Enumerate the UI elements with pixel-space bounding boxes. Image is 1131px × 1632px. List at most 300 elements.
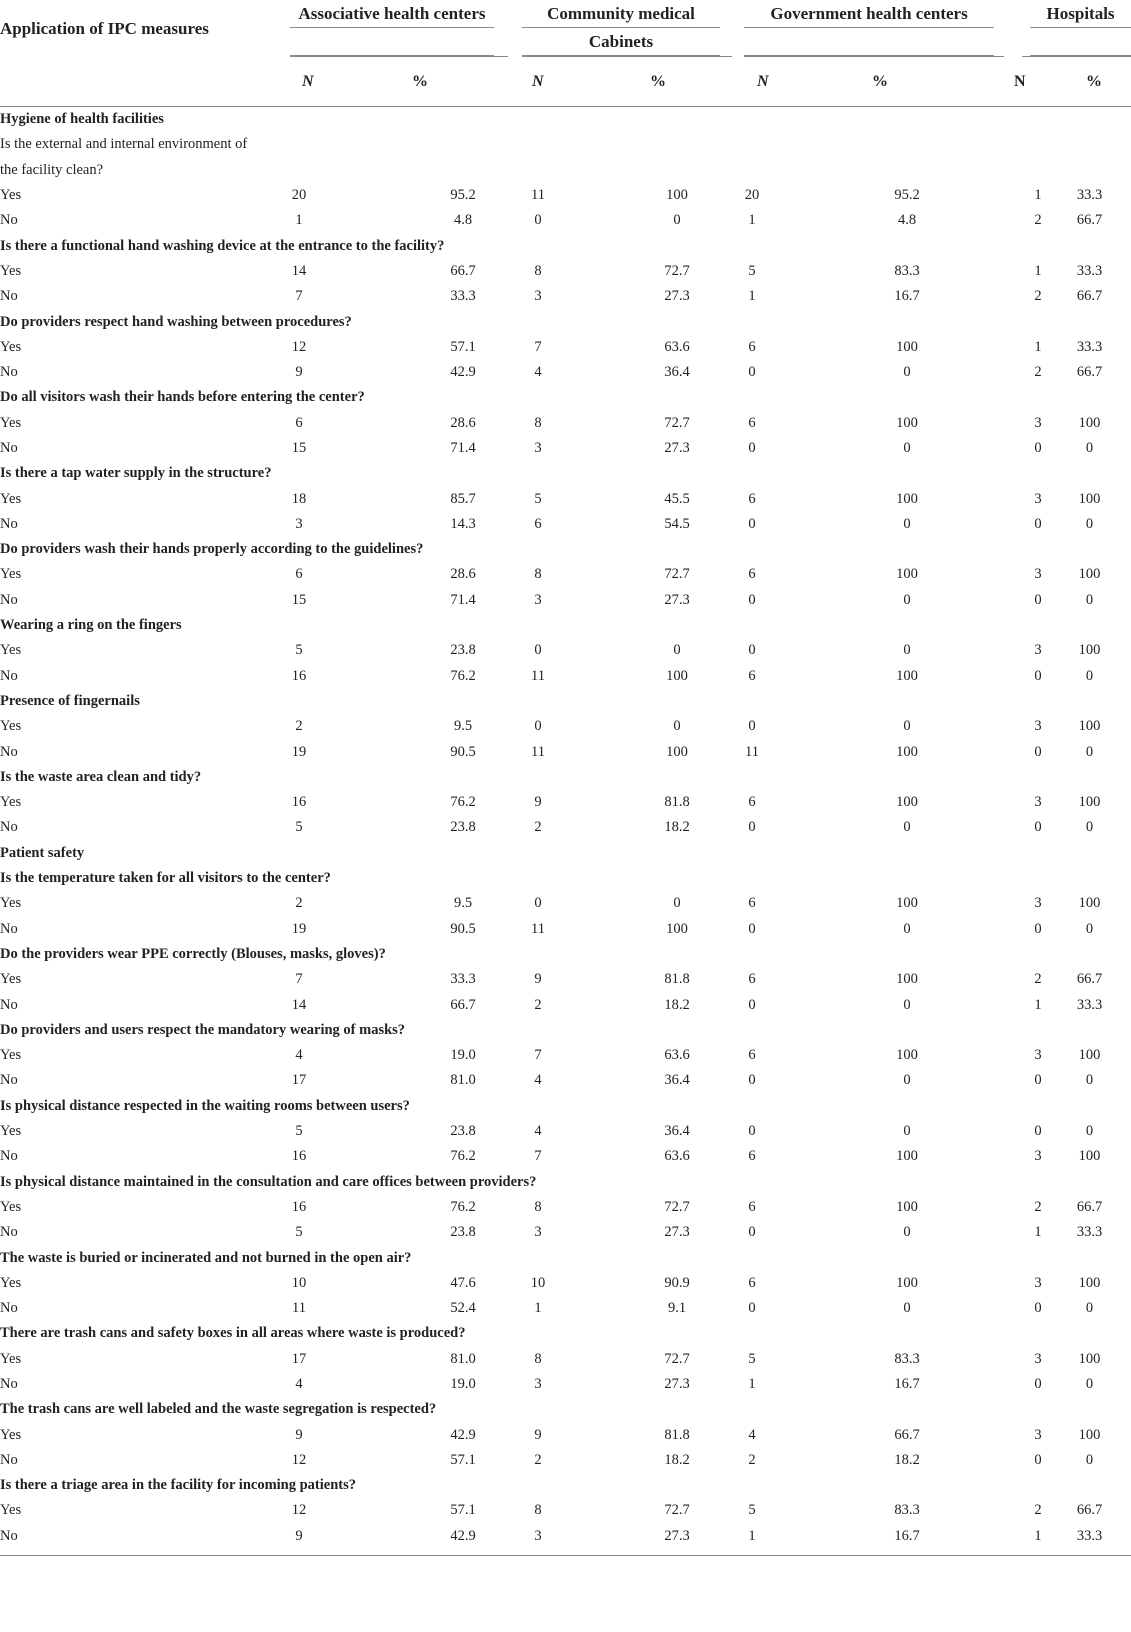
cell-value: 1 [748,288,756,305]
cell-percent [412,992,522,1017]
subheader-n: N [1014,57,1076,107]
cell-percent [1076,1372,1131,1397]
cell-value: 83.3 [894,262,920,279]
response-label: No [0,1375,18,1392]
cell-value: 1 [295,212,303,229]
cell-percent [412,1271,522,1296]
cell-percent [412,714,522,739]
cell-value: 2 [1034,1198,1042,1215]
cell-percent [624,284,744,309]
cell-n [522,411,624,436]
response-label: No [0,920,18,937]
cell-value: 7 [295,971,303,988]
cell-value: 100 [896,1274,918,1291]
cell-n [1014,259,1076,284]
table-row [0,790,1131,815]
cell-percent [844,815,1014,840]
cell-percent [1076,360,1131,385]
cell-n [290,411,412,436]
cell-n [1014,436,1076,461]
cell-n [522,1220,624,1245]
cell-n [744,1195,844,1220]
cell-value: 0 [1085,920,1094,937]
cell-value: 18.2 [664,1451,690,1468]
cell-value: 16 [291,1198,307,1215]
table-row [0,1220,1131,1245]
cell-value: 0 [1034,515,1042,532]
cell-percent [412,1195,522,1220]
cell-n [522,1271,624,1296]
cell-n [522,360,624,385]
cell-percent [1076,1195,1131,1220]
cell-percent [844,588,1014,613]
cell-n [744,714,844,739]
cell-value: 9 [295,1527,303,1544]
cell-value: 0 [748,920,756,937]
cell-percent [844,335,1014,360]
cell-value: 3 [534,591,542,608]
cell-percent [412,1448,522,1473]
cell-value: 57.1 [450,1451,476,1468]
cell-n [290,967,412,992]
question-heading: Do the providers wear PPE correctly (Blouses, masks, gloves)? [0,945,386,962]
cell-value: 20 [744,187,760,204]
cell-value: 100 [1078,566,1101,583]
cell-n [290,739,412,764]
cell-value: 6 [748,338,756,355]
cell-n [744,815,844,840]
cell-value: 5 [295,642,303,659]
cell-n [522,562,624,587]
cell-percent [1076,1498,1131,1523]
question-row [0,613,1131,638]
cell-value: 100 [1078,794,1101,811]
cell-n [522,638,624,663]
cell-value: 0 [1085,440,1094,456]
cell-n [522,790,624,815]
cell-value: 100 [896,566,918,583]
cell-n [522,1422,624,1447]
cell-percent [844,714,1014,739]
cell-value: 7 [534,1148,542,1165]
cell-value: 4 [748,1426,756,1443]
subheader-n: N [290,57,412,107]
cell-n [290,1296,412,1321]
cell-percent [844,1524,1014,1549]
cell-value: 100 [896,490,918,507]
table-row [0,992,1131,1017]
cell-n [290,1524,412,1549]
cell-n [744,562,844,587]
cell-n [290,891,412,916]
cell-n [290,1119,412,1144]
cell-value: 72.7 [664,1198,690,1215]
question-row [0,1169,1131,1194]
cell-n [744,790,844,815]
cell-value: 3 [1034,414,1042,431]
cell-value: 0 [1085,743,1094,760]
question-heading: Hygiene of health facilities [0,111,164,128]
cell-percent [412,1043,522,1068]
cell-value: 100 [1078,718,1101,735]
cell-percent [624,360,744,385]
cell-percent [624,992,744,1017]
cell-value: 0 [1085,591,1094,608]
cell-value: 27.3 [664,440,690,456]
question-heading: Is the waste area clean and tidy? [0,768,202,785]
cell-value: 100 [666,743,688,760]
cell-percent [412,1144,522,1169]
cell-value: 18.2 [664,996,690,1013]
cell-value: 0 [748,819,756,836]
cell-value: 100 [1078,1274,1101,1291]
table-row [0,1296,1131,1321]
question-text: the facility clean? [0,161,104,178]
cell-percent [624,1043,744,1068]
subheader-percent: % [844,57,1014,107]
cell-value: 19.0 [450,1047,476,1064]
cell-value: 5 [295,1123,303,1140]
cell-percent [624,739,744,764]
response-label: Yes [0,1123,22,1140]
cell-value: 33.3 [450,971,476,988]
cell-n [522,259,624,284]
cell-percent [624,917,744,942]
cell-n [290,1347,412,1372]
cell-value: 63.6 [664,338,690,355]
cell-percent [844,790,1014,815]
cell-n [522,1195,624,1220]
cell-value: 3 [1034,1274,1042,1291]
cell-n [1014,562,1076,587]
question-heading: Do all visitors wash their hands before entering the center? [0,389,365,406]
cell-n [1014,891,1076,916]
cell-value: 6 [748,667,756,684]
cell-value: 1 [1034,262,1042,279]
cell-n [1014,1448,1076,1473]
cell-percent [624,1220,744,1245]
table-row [0,259,1131,284]
cell-value: 3 [534,288,542,305]
cell-value: 33.3 [1076,1224,1103,1241]
question-row [0,1094,1131,1119]
cell-value: 0 [1034,1072,1042,1089]
cell-value: 0 [1085,667,1094,684]
cell-value: 1 [748,212,756,229]
cell-n [744,588,844,613]
cell-n [290,1372,412,1397]
cell-value: 9 [295,1426,303,1443]
response-label: No [0,1527,18,1544]
cell-n [1014,1195,1076,1220]
cell-percent [844,259,1014,284]
cell-percent [1076,815,1131,840]
cell-value: 23.8 [450,642,476,659]
table-row [0,1524,1131,1549]
cell-value: 1 [748,1527,756,1544]
cell-percent [844,1448,1014,1473]
cell-n [522,335,624,360]
cell-value: 95.2 [450,187,476,204]
cell-n [290,917,412,942]
cell-n [1014,1271,1076,1296]
response-label: No [0,1300,18,1317]
cell-value: 27.3 [664,591,690,608]
cell-value: 9 [534,794,542,811]
cell-n [1014,815,1076,840]
cell-value: 3 [1034,1148,1042,1165]
cell-percent [412,588,522,613]
table-row [0,284,1131,309]
response-label: No [0,440,18,456]
cell-value: 0 [1085,1375,1094,1392]
cell-value: 8 [534,1502,542,1519]
group-title: Associative health centers [290,0,494,28]
cell-value: 23.8 [450,1224,476,1241]
cell-percent [1076,436,1131,461]
cell-percent [412,512,522,537]
cell-value: 1 [1034,996,1042,1013]
cell-value: 0 [903,1300,911,1317]
cell-value: 11 [531,187,545,204]
cell-n [1014,284,1076,309]
cell-value: 19 [291,743,307,760]
cell-percent [624,562,744,587]
cell-value: 5 [748,1350,756,1367]
cell-value: 0 [748,515,756,532]
cell-value: 1 [1034,1527,1042,1544]
cell-percent [1076,284,1131,309]
table-row [0,1422,1131,1447]
table-bottom-rule [0,1549,1131,1556]
cell-value: 19 [291,920,307,937]
cell-value: 72.7 [664,1502,690,1519]
cell-percent [844,562,1014,587]
cell-value: 2 [1034,288,1042,305]
table-row [0,714,1131,739]
cell-value: 0 [1034,1451,1042,1468]
cell-percent [1076,891,1131,916]
cell-value: 18.2 [664,819,690,836]
cell-percent [1076,411,1131,436]
cell-value: 3 [1034,1047,1042,1064]
cell-n [290,436,412,461]
cell-value: 71.4 [450,591,476,608]
cell-percent [844,436,1014,461]
cell-n [290,1271,412,1296]
cell-value: 33.3 [450,288,476,305]
cell-percent [412,411,522,436]
cell-n [744,512,844,537]
cell-value: 16.7 [894,288,920,305]
cell-value: 90.5 [450,920,476,937]
group-title-line2: Cabinets [522,28,720,56]
cell-value: 6 [748,794,756,811]
cell-n [1014,967,1076,992]
cell-percent [844,1372,1014,1397]
cell-percent [624,1068,744,1093]
question-text: Is the external and internal environment of [0,136,248,153]
cell-value: 20 [291,187,307,204]
cell-percent [412,664,522,689]
cell-value: 1 [748,1375,756,1392]
table-row [0,1119,1131,1144]
cell-percent [624,1271,744,1296]
cell-n [1014,739,1076,764]
cell-percent [624,1119,744,1144]
cell-value: 8 [534,566,542,583]
cell-n [744,1068,844,1093]
cell-percent [1076,208,1131,233]
cell-percent [1076,562,1131,587]
cell-value: 6 [748,490,756,507]
cell-n [522,1144,624,1169]
cell-n [744,891,844,916]
cell-value: 66.7 [1076,288,1103,305]
cell-value: 27.3 [664,288,690,305]
cell-n [1014,1144,1076,1169]
cell-value: 0 [903,718,911,735]
cell-value: 0 [1085,1072,1094,1089]
cell-value: 3 [534,1375,542,1392]
cell-percent [1076,183,1131,208]
cell-n [522,588,624,613]
cell-value: 0 [1085,819,1094,836]
question-row [0,942,1131,967]
cell-percent [1076,1524,1131,1549]
group-title: Hospitals [1030,0,1131,28]
cell-value: 2 [1034,1502,1042,1519]
cell-value: 4.8 [897,212,917,229]
cell-percent [844,1271,1014,1296]
cell-value: 1 [534,1300,542,1317]
question-heading: Is the temperature taken for all visitors to the center? [0,870,331,887]
cell-n [290,1043,412,1068]
cell-n [744,1119,844,1144]
cell-value: 2 [295,895,303,912]
cell-value: 3 [1034,718,1042,735]
subheader-percent: % [1076,57,1131,107]
cell-n [290,1422,412,1447]
response-label: No [0,743,18,760]
column-header-measures: Application of IPC measures [0,19,209,38]
cell-value: 76.2 [450,1198,476,1215]
cell-value: 28.6 [450,414,476,431]
cell-value: 19.0 [450,1375,476,1392]
cell-percent [1076,335,1131,360]
cell-percent [1076,1043,1131,1068]
question-row [0,1321,1131,1346]
cell-n [522,512,624,537]
cell-value: 16.7 [894,1527,920,1544]
table-row [0,638,1131,663]
cell-value: 0 [534,212,542,229]
cell-value: 100 [896,1148,918,1165]
cell-percent [1076,588,1131,613]
cell-value: 5 [748,262,756,279]
cell-value: 72.7 [664,262,690,279]
cell-percent [844,486,1014,511]
cell-n [522,714,624,739]
response-label: Yes [0,187,22,204]
cell-n [744,335,844,360]
cell-percent [624,259,744,284]
subheader-row [0,57,1131,107]
cell-value: 6 [748,566,756,583]
cell-n [744,1422,844,1447]
cell-percent [412,183,522,208]
cell-value: 16.7 [894,1375,920,1392]
cell-n [1014,1524,1076,1549]
cell-percent [844,512,1014,537]
cell-value: 11 [292,1300,306,1317]
response-label: No [0,1072,18,1089]
cell-percent [844,638,1014,663]
cell-value: 85.7 [450,490,476,507]
cell-n [744,1271,844,1296]
cell-value: 6 [295,414,303,431]
cell-percent [844,1068,1014,1093]
cell-percent [1076,1068,1131,1093]
table-row [0,664,1131,689]
response-label: Yes [0,490,22,507]
cell-n [522,436,624,461]
cell-percent [412,815,522,840]
question-row [0,765,1131,790]
cell-n [744,1372,844,1397]
cell-percent [844,917,1014,942]
table-row [0,1043,1131,1068]
cell-n [1014,335,1076,360]
cell-value: 7 [295,288,303,305]
cell-value: 6 [748,1148,756,1165]
cell-percent [1076,992,1131,1017]
cell-n [290,815,412,840]
cell-value: 100 [896,895,918,912]
cell-value: 2 [534,1451,542,1468]
question-heading: Presence of fingernails [0,692,140,709]
cell-value: 100 [896,743,918,760]
response-label: Yes [0,338,22,355]
response-label: Yes [0,414,22,431]
cell-percent [412,1296,522,1321]
cell-value: 6 [748,414,756,431]
cell-value: 52.4 [450,1300,476,1317]
cell-n [1014,486,1076,511]
cell-percent [624,588,744,613]
cell-n [290,790,412,815]
cell-value: 0 [673,895,681,912]
question-row [0,1397,1131,1422]
cell-value: 90.5 [450,743,476,760]
cell-percent [624,1347,744,1372]
cell-value: 0 [1085,1123,1094,1140]
cell-value: 45.5 [664,490,690,507]
cell-percent [844,1422,1014,1447]
cell-n [744,183,844,208]
cell-n [290,284,412,309]
cell-n [744,1448,844,1473]
cell-value: 33.3 [1076,187,1103,204]
cell-percent [624,664,744,689]
cell-n [290,335,412,360]
cell-value: 8 [534,414,542,431]
cell-value: 0 [1034,1123,1042,1140]
cell-value: 3 [1034,1426,1042,1443]
cell-n [522,917,624,942]
cell-percent [1076,1448,1131,1473]
cell-n [290,512,412,537]
